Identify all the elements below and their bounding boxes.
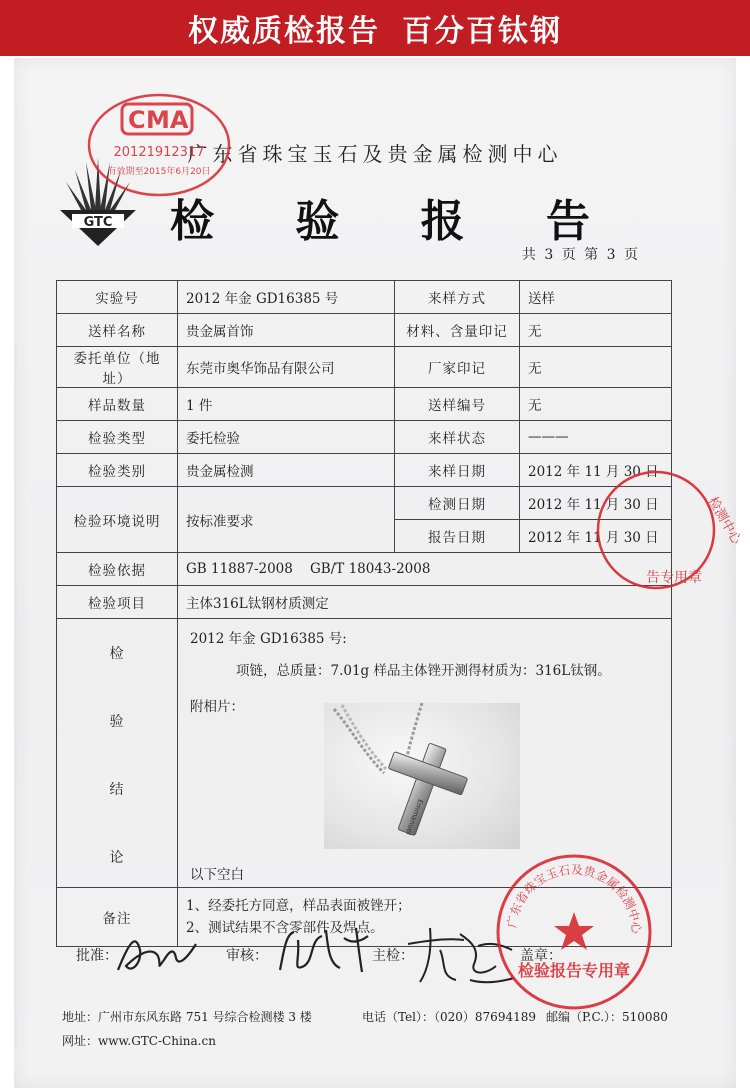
table-row xyxy=(57,553,672,586)
row-label: 检测日期 xyxy=(395,487,520,520)
conclusion-label xyxy=(57,619,178,888)
cma-text: MA xyxy=(146,106,189,134)
title-char: 检 xyxy=(170,196,214,247)
basis-value: GB 11887-2008 GB/T 18043-2008 xyxy=(178,553,672,586)
row-value: 东莞市奥华饰品有限公司 xyxy=(178,347,395,388)
logo-text: GTC xyxy=(83,215,113,230)
row-value: 无 xyxy=(520,347,672,388)
svg-text:检测中心: 检测中心 xyxy=(704,494,744,548)
row-value: 2012 年 11 月 30 日 xyxy=(520,520,672,553)
table-row xyxy=(57,347,672,388)
cross-pendant-icon xyxy=(324,703,520,849)
row-value: ——— xyxy=(520,421,672,454)
item-value: 主体316L钛钢材质测定 xyxy=(178,586,672,619)
footer-postcode: 邮编（P.C.）：510080 xyxy=(546,1010,668,1024)
sample-photo xyxy=(324,703,520,849)
row-value: 1 件 xyxy=(178,388,395,421)
row-label: 实验号 xyxy=(57,281,178,314)
conclusion-tail: 以下空白 xyxy=(190,867,244,883)
top-banner xyxy=(0,0,750,56)
row-label: 送样编号 xyxy=(395,388,520,421)
env-value: 按标准要求 xyxy=(178,487,395,553)
conclusion-row xyxy=(57,619,672,888)
svg-text:告专用章: 告专用章 xyxy=(646,570,702,586)
row-value: 贵金属首饰 xyxy=(178,314,395,347)
remarks-label: 备注 xyxy=(57,888,178,947)
table-row xyxy=(57,421,672,454)
approver-signature xyxy=(112,930,202,980)
title-char: 报 xyxy=(420,196,465,247)
report-table xyxy=(56,280,672,947)
engraving-text: Emmanuel xyxy=(404,798,425,836)
seal-label: 盖章： xyxy=(520,948,562,964)
row-label: 委托单位（地址） xyxy=(57,347,178,388)
row-value: 2012 年 11 月 30 日 xyxy=(520,487,672,520)
cma-number: 20121912317 xyxy=(113,145,205,160)
row-label: 样品数量 xyxy=(57,388,178,421)
review-label: 审核： xyxy=(226,948,268,964)
page-count: 共 3 页 第 3 页 xyxy=(521,247,640,263)
item-label: 检验项目 xyxy=(57,586,178,619)
row-value: 2012 年 11 月 30 日 xyxy=(520,454,672,487)
footer-phone: 电话（Tel）：（020）87694189 xyxy=(362,1010,536,1024)
conclusion-label-char: 验 xyxy=(109,714,125,730)
footer-website: 网址：www.GTC-China.cn xyxy=(62,1034,216,1048)
basis-label: 检验依据 xyxy=(57,553,178,586)
banner-right-text: 百分百钛钢 xyxy=(402,14,562,49)
table-row xyxy=(57,454,672,487)
title-char: 告 xyxy=(545,196,590,247)
row-label: 材料、含量印记 xyxy=(395,314,520,347)
institute-name: 广东省珠宝玉石及贵金属检测中心 xyxy=(187,142,563,166)
seal-ring-text: 广东省珠宝玉石及贵金属检测中心 xyxy=(504,862,644,935)
table-row xyxy=(57,487,672,520)
remark-line: 1、经委托方同意，样品表面被锉开； xyxy=(186,898,411,914)
row-value: 贵金属检测 xyxy=(178,454,395,487)
row-label: 报告日期 xyxy=(395,520,520,553)
row-value: 无 xyxy=(520,314,672,347)
table-row xyxy=(57,586,672,619)
conclusion-label-char: 结 xyxy=(109,782,125,798)
row-value: 送样 xyxy=(520,281,672,314)
row-label: 厂家印记 xyxy=(395,347,520,388)
row-label: 检验类别 xyxy=(57,454,178,487)
inspection-seal-stamp xyxy=(494,852,654,1012)
table-row xyxy=(57,314,672,347)
table-row xyxy=(57,281,672,314)
row-value: 无 xyxy=(520,388,672,421)
inspect-label: 主检： xyxy=(372,948,414,964)
side-stamp xyxy=(636,470,744,600)
row-label: 来样状态 xyxy=(395,421,520,454)
photo-label: 附相片： xyxy=(190,699,244,715)
seal-center-text: 检验报告专用章 xyxy=(517,961,631,980)
reviewer-signature xyxy=(270,920,380,980)
env-label: 检验环境说明 xyxy=(57,487,178,553)
svg-text:C: C xyxy=(128,106,146,134)
row-label: 检验类型 xyxy=(57,421,178,454)
row-label: 来样方式 xyxy=(395,281,520,314)
conclusion-line: 项链，总质量：7.01g 样品主体锉开测得材质为：316L钛钢。 xyxy=(236,663,611,679)
banner-left-text: 权威质检报告 xyxy=(188,14,380,49)
conclusion-cell xyxy=(178,619,672,888)
conclusion-head: 2012 年金 GD16385 号: xyxy=(190,631,347,647)
title-char: 验 xyxy=(295,196,340,247)
approve-label: 批准： xyxy=(76,948,118,964)
cma-stamp xyxy=(84,90,234,200)
row-value: 2012 年金 GD16385 号 xyxy=(178,281,395,314)
footer-address: 地址：广州市东风东路 751 号综合检测楼 3 楼 xyxy=(62,1010,312,1024)
conclusion-label-char: 检 xyxy=(109,646,125,662)
row-label: 送样名称 xyxy=(57,314,178,347)
row-value: 委托检验 xyxy=(178,421,395,454)
row-label: 来样日期 xyxy=(395,454,520,487)
cma-validity: 有效期至2015年6月20日 xyxy=(107,167,211,177)
table-row xyxy=(57,388,672,421)
remark-line: 2、测试结果不含零部件及焊点。 xyxy=(186,920,384,936)
conclusion-label-char: 论 xyxy=(109,850,125,866)
